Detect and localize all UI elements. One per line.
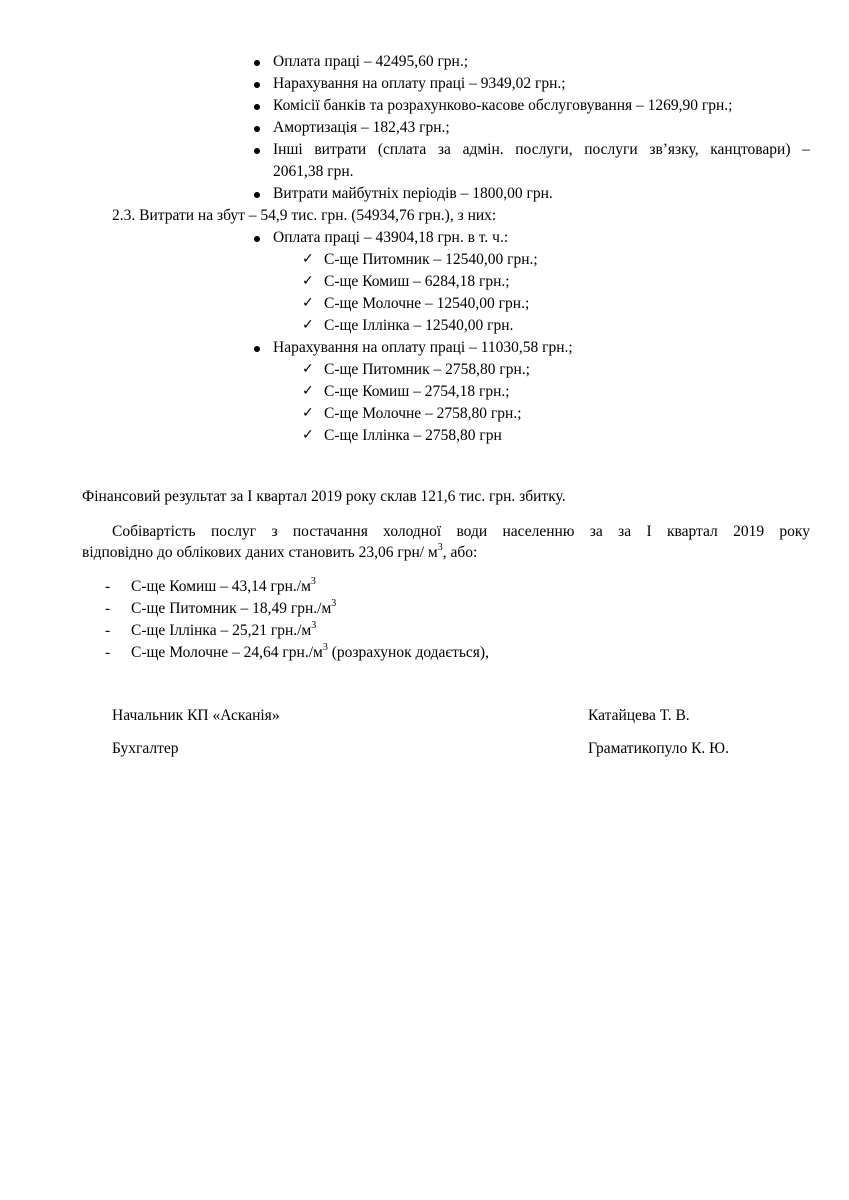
check-icon: ✓ (302, 427, 314, 443)
word: послуги (584, 141, 638, 158)
list-item: С-ще Комиш – 2754,18 грн.; (324, 383, 510, 400)
village-item (131, 620, 316, 642)
list-item: С-ще Комиш – 6284,18 грн.; (324, 273, 510, 290)
check-icon: ✓ (302, 405, 314, 421)
village-item (131, 598, 336, 620)
word: Собівартість (112, 523, 196, 540)
dash-icon: - (105, 600, 111, 617)
check-icon: ✓ (302, 273, 314, 289)
labor-label: Оплата праці – 43904,18 грн. в т. ч.: (273, 229, 509, 246)
bullet-icon (254, 236, 260, 242)
head-title: Начальник КП «Асканія» (112, 707, 280, 724)
word: канцтовари) (710, 141, 791, 158)
financial-result: Фінансовий результат за І квартал 2019 року склав 121,6 тис. грн. збитку. (82, 488, 566, 505)
superscript: 3 (310, 575, 316, 587)
village-tail: (розрахунок додається), (327, 644, 489, 661)
check-icon: ✓ (302, 295, 314, 311)
word: Інші (273, 141, 303, 158)
word: за (618, 523, 632, 540)
word: витрати (314, 141, 367, 158)
bullet-icon (254, 60, 260, 66)
cost-paragraph-line2 (82, 542, 477, 564)
list-item: Комісії банків та розрахунково-касове обслуговування – 1269,90 грн.; (273, 97, 733, 114)
list-item: Амортизація – 182,43 грн.; (273, 119, 450, 136)
head-name: Катайцева Т. В. (588, 707, 690, 724)
bullet-icon (254, 104, 260, 110)
section-heading: 2.3. Витрати на збут – 54,9 тис. грн. (54934,76 грн.), з них: (112, 207, 497, 224)
dash-icon: - (105, 578, 111, 595)
word: за (589, 523, 603, 540)
list-item: С-ще Молочне – 12540,00 грн.; (324, 295, 530, 312)
superscript: 3 (331, 597, 337, 609)
accountant-name: Граматикопуло К. Ю. (588, 740, 729, 757)
cost-tail: , або: (442, 544, 478, 561)
dash-icon: - (105, 644, 111, 661)
word: послуги, (515, 141, 573, 158)
list-item: Оплата праці – 42495,60 грн.; (273, 53, 469, 70)
village-item (131, 576, 316, 598)
village-text: С-ще Молочне – 24,64 грн./м (131, 644, 323, 661)
village-item (131, 642, 489, 664)
other-costs-line2: 2061,38 грн. (273, 163, 354, 180)
accountant-title: Бухгалтер (112, 740, 179, 757)
list-item: С-ще Молочне – 2758,80 грн.; (324, 405, 522, 422)
list-item: Нарахування на оплату праці – 9349,02 грн.; (273, 75, 566, 92)
dash-icon: - (105, 622, 111, 639)
bullet-icon (254, 346, 260, 352)
list-item: С-ще Питомник – 2758,80 грн.; (324, 361, 530, 378)
superscript: 3 (322, 641, 328, 653)
village-text: С-ще Іллінка – 25,21 грн./м (131, 622, 312, 639)
other-costs-line1 (273, 139, 810, 161)
word: квартал (666, 523, 718, 540)
word: – (802, 141, 810, 158)
list-item: Витрати майбутніх періодів – 1800,00 грн. (273, 185, 553, 202)
word: 2019 (733, 523, 765, 540)
bullet-icon (254, 148, 260, 154)
check-icon: ✓ (302, 251, 314, 267)
word: послуг (210, 523, 257, 540)
village-text: С-ще Комиш – 43,14 грн./м (131, 578, 311, 595)
word: постачання (292, 523, 368, 540)
check-icon: ✓ (302, 361, 314, 377)
superscript: 3 (437, 541, 443, 553)
word: з (271, 523, 278, 540)
word: холодної (383, 523, 442, 540)
word: року (779, 523, 810, 540)
list-item: С-ще Іллінка – 2758,80 грн (324, 427, 502, 444)
cost-paragraph-line1 (112, 521, 810, 543)
word: І (646, 523, 652, 540)
word: води (456, 523, 488, 540)
list-item: С-ще Питомник – 12540,00 грн.; (324, 251, 538, 268)
bullet-icon (254, 82, 260, 88)
accruals-label: Нарахування на оплату праці – 11030,58 грн.; (273, 339, 573, 356)
word: (сплата (377, 141, 427, 158)
bullet-icon (254, 126, 260, 132)
village-text: С-ще Питомник – 18,49 грн./м (131, 600, 332, 617)
superscript: 3 (311, 619, 317, 631)
check-icon: ✓ (302, 317, 314, 333)
word: зв’язку, (649, 141, 699, 158)
cost-text: відповідно до облікових даних становить 23,06 грн/ м (82, 544, 438, 561)
bullet-icon (254, 192, 260, 198)
word: за (437, 141, 451, 158)
word: адмін. (462, 141, 504, 158)
check-icon: ✓ (302, 383, 314, 399)
word: населенню (502, 523, 575, 540)
list-item: С-ще Іллінка – 12540,00 грн. (324, 317, 514, 334)
